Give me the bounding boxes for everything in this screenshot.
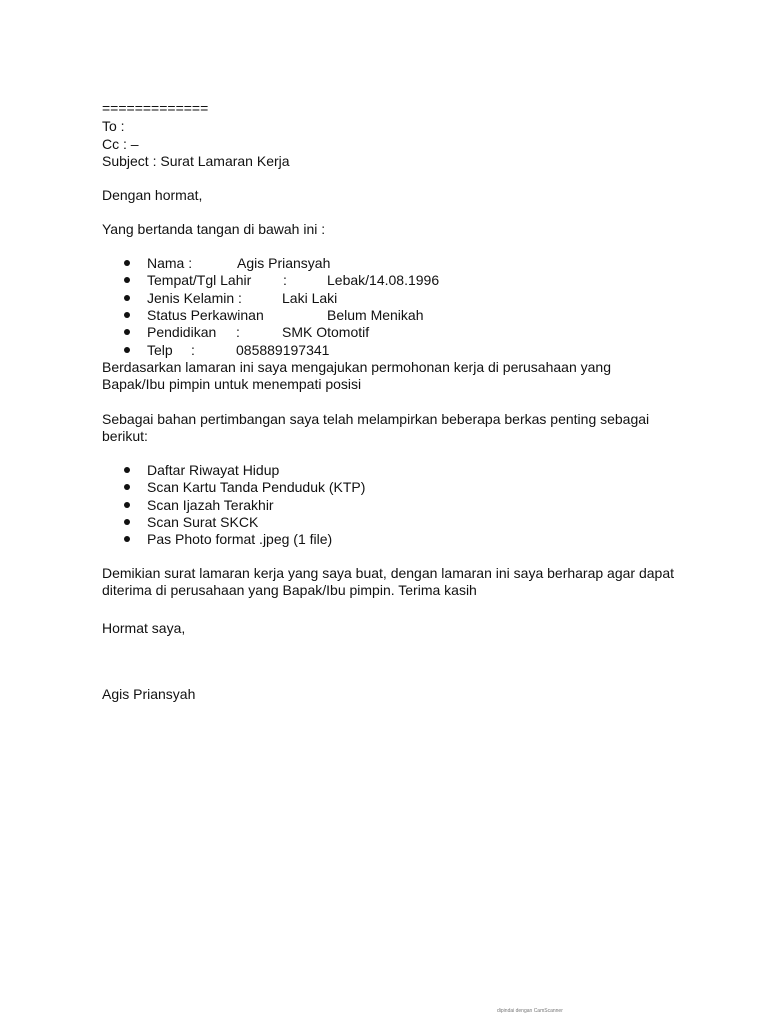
identity-label: Status Perkawinan: [147, 307, 264, 323]
identity-value: Agis Priansyah: [237, 255, 331, 271]
identity-label: Pendidikan: [147, 324, 217, 340]
attachment-label: Scan Ijazah Terakhir: [147, 497, 274, 513]
identity-separator: :: [236, 324, 240, 340]
identity-label: Telp: [147, 342, 173, 358]
closing-line: Demikian surat lamaran kerja yang saya buat, dengan lamaran ini saya berharap agar dapat: [102, 565, 675, 581]
closing-line: diterima di perusahaan yang Bapak/Ibu pimpin. Terima kasih: [102, 582, 477, 598]
identity-value: Lebak/14.08.1996: [327, 272, 440, 288]
bullet-icon: [124, 329, 130, 335]
identity-label: Nama :: [147, 255, 193, 271]
purpose-line: Bapak/Ibu pimpin untuk menempati posisi: [102, 376, 362, 392]
signature-name: Agis Priansyah: [102, 686, 196, 702]
purpose-paragraph: [102, 359, 642, 393]
to-line: To :: [102, 118, 125, 134]
bullet-icon: [124, 519, 130, 525]
identity-value: SMK Otomotif: [282, 324, 370, 340]
bullet-icon: [124, 467, 130, 473]
purpose-line: Berdasarkan lamaran ini saya mengajukan permohonan kerja di perusahaan yang: [102, 359, 611, 375]
regards-text: Hormat saya,: [102, 620, 186, 636]
bullet-icon: [124, 295, 130, 301]
identity-label: Jenis Kelamin :: [147, 290, 242, 306]
separator-line: =============: [102, 100, 209, 116]
intro-text: Yang bertanda tangan di bawah ini :: [102, 221, 326, 237]
identity-value: Belum Menikah: [327, 307, 424, 323]
attachments-intro-line: Sebagai bahan pertimbangan saya telah melampirkan beberapa berkas penting sebagai: [102, 411, 650, 427]
cc-line: Cc : –: [102, 136, 139, 152]
greeting: Dengan hormat,: [102, 187, 203, 203]
identity-label: Tempat/Tgl Lahir: [147, 272, 252, 288]
bullet-icon: [124, 484, 130, 490]
closing-paragraph: [102, 565, 675, 599]
bullet-icon: [124, 502, 130, 508]
attachment-label: Daftar Riwayat Hidup: [147, 462, 280, 478]
identity-separator: :: [283, 272, 287, 288]
bullet-icon: [124, 277, 130, 283]
subject-line: Subject : Surat Lamaran Kerja: [102, 153, 290, 169]
attachment-label: Scan Surat SKCK: [147, 514, 259, 530]
bullet-icon: [124, 260, 130, 266]
identity-value: 085889197341: [236, 342, 330, 358]
attachment-label: Scan Kartu Tanda Penduduk (KTP): [147, 479, 366, 495]
attachment-label: Pas Photo format .jpeg (1 file): [147, 531, 333, 547]
scanner-watermark: dipindai dengan CamScanner: [497, 1008, 563, 1014]
attachments-intro-line: berikut:: [102, 428, 148, 444]
attachments-intro-paragraph: [102, 411, 650, 445]
bullet-icon: [124, 347, 130, 353]
bullet-icon: [124, 312, 130, 318]
bullet-icon: [124, 536, 130, 542]
identity-value: Laki Laki: [282, 290, 338, 306]
identity-separator: :: [191, 342, 195, 358]
